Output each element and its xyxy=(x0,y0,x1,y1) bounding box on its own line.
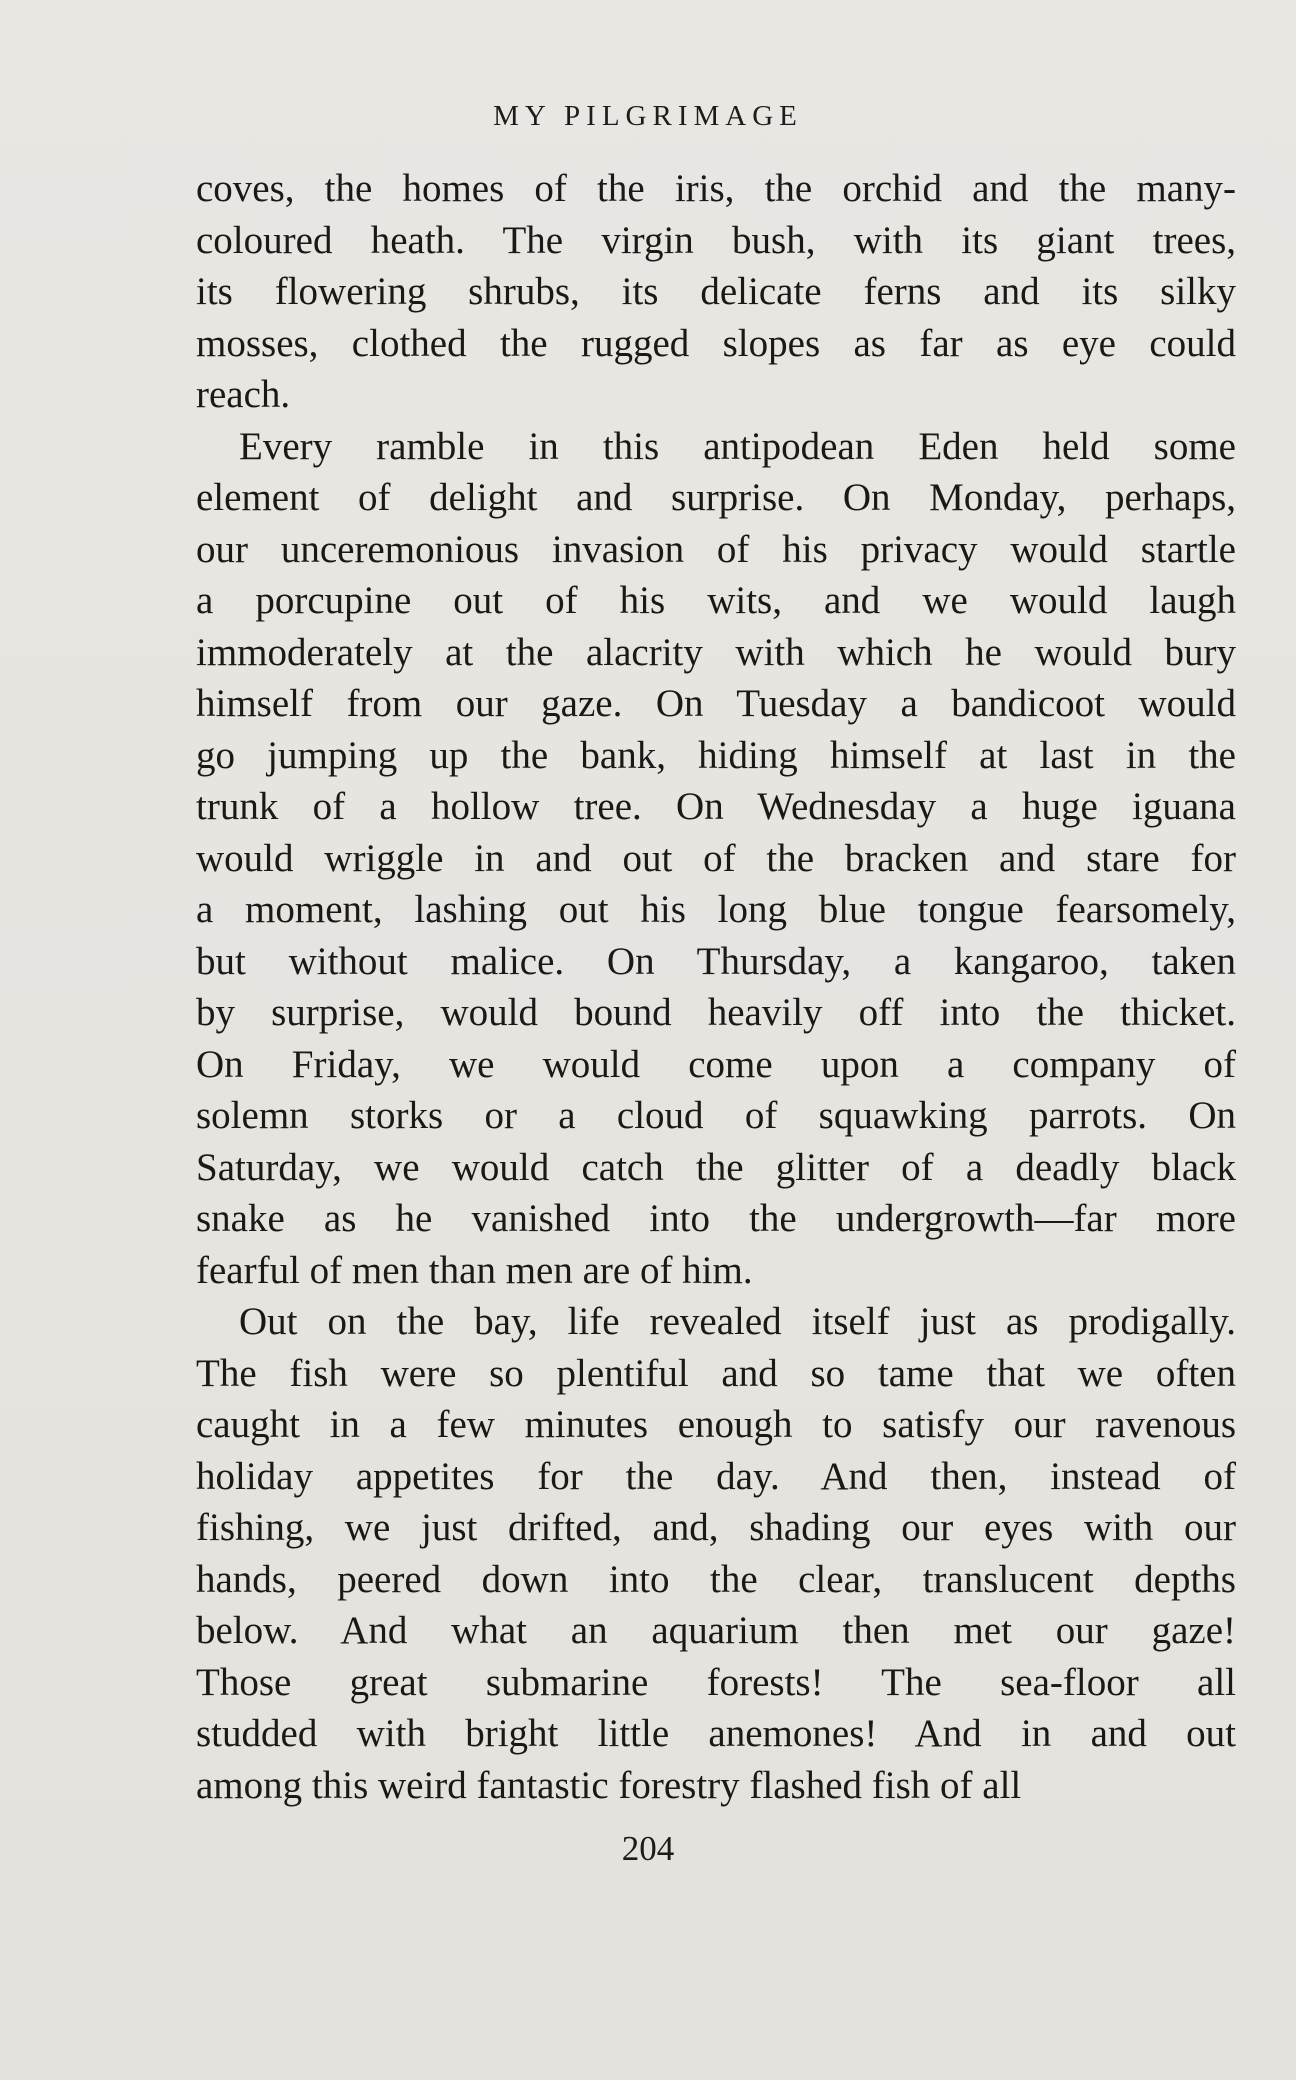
text-line: The fish were so plentiful and so tame that we often xyxy=(196,1351,1236,1395)
text-line: among this weird fantastic forestry flashed fish of all xyxy=(196,1763,1022,1807)
text-line: element of delight and surprise. On Monday, perhaps, xyxy=(196,476,1236,519)
paragraph xyxy=(196,1296,1236,1811)
text-line: hands, peered down into the clear, translucent depths xyxy=(196,1557,1236,1601)
text-line: Those great submarine forests! The sea-floor all xyxy=(196,1660,1236,1704)
paragraph xyxy=(196,421,1236,1297)
text-line: mosses, clothed the rugged slopes as far as eye could xyxy=(196,321,1236,365)
text-line: holiday appetites for the day. And then, instead of xyxy=(196,1454,1236,1498)
text-line: On Friday, we would come upon a company of xyxy=(196,1042,1236,1086)
text-line: fearful of men than men are of him. xyxy=(196,1248,753,1292)
text-line: caught in a few minutes enough to satisfy our ravenous xyxy=(196,1403,1236,1446)
page-number: 204 xyxy=(621,1829,675,1868)
text-line: its flowering shrubs, its delicate ferns and its silky xyxy=(196,270,1236,313)
text-line: below. And what an aquarium then met our gaze! xyxy=(196,1609,1236,1652)
text-line: fishing, we just drifted, and, shading our eyes with our xyxy=(196,1506,1236,1549)
text-line: himself from our gaze. On Tuesday a bandicoot would xyxy=(196,682,1236,725)
text-line: go jumping up the bank, hiding himself at last in the xyxy=(196,733,1236,777)
text-line: but without malice. On Thursday, a kangaroo, taken xyxy=(196,939,1236,983)
text-line: immoderately at the alacrity with which he would bury xyxy=(196,630,1236,674)
text-line: a moment, lashing out his long blue tongue fearsomely, xyxy=(196,888,1236,931)
text-line: coves, the homes of the iris, the orchid and the many- xyxy=(196,167,1236,210)
text-line: Saturday, we would catch the glitter of a deadly black xyxy=(196,1145,1236,1189)
paragraph xyxy=(196,163,1236,421)
body-text xyxy=(196,163,1236,1811)
text-line: Out on the bay, life revealed itself just as prodigally. xyxy=(239,1300,1236,1343)
text-line: by surprise, would bound heavily off into the thicket. xyxy=(196,991,1236,1034)
text-line: solemn storks or a cloud of squawking parrots. On xyxy=(196,1094,1236,1137)
text-line: would wriggle in and out of the bracken and stare for xyxy=(196,836,1236,880)
text-line: our unceremonious invasion of his privacy would startle xyxy=(196,527,1236,571)
text-line: Every ramble in this antipodean Eden held some xyxy=(239,424,1236,468)
text-line: a porcupine out of his wits, and we would laugh xyxy=(196,579,1236,622)
running-head: MY PILGRIMAGE xyxy=(493,100,803,132)
text-line: snake as he vanished into the undergrowth—far more xyxy=(196,1197,1236,1240)
text-line: coloured heath. The virgin bush, with its giant trees, xyxy=(196,218,1236,262)
text-line: studded with bright little anemones! And in and out xyxy=(196,1712,1236,1755)
text-line: trunk of a hollow tree. On Wednesday a huge iguana xyxy=(196,785,1236,828)
text-line: reach. xyxy=(196,373,291,416)
